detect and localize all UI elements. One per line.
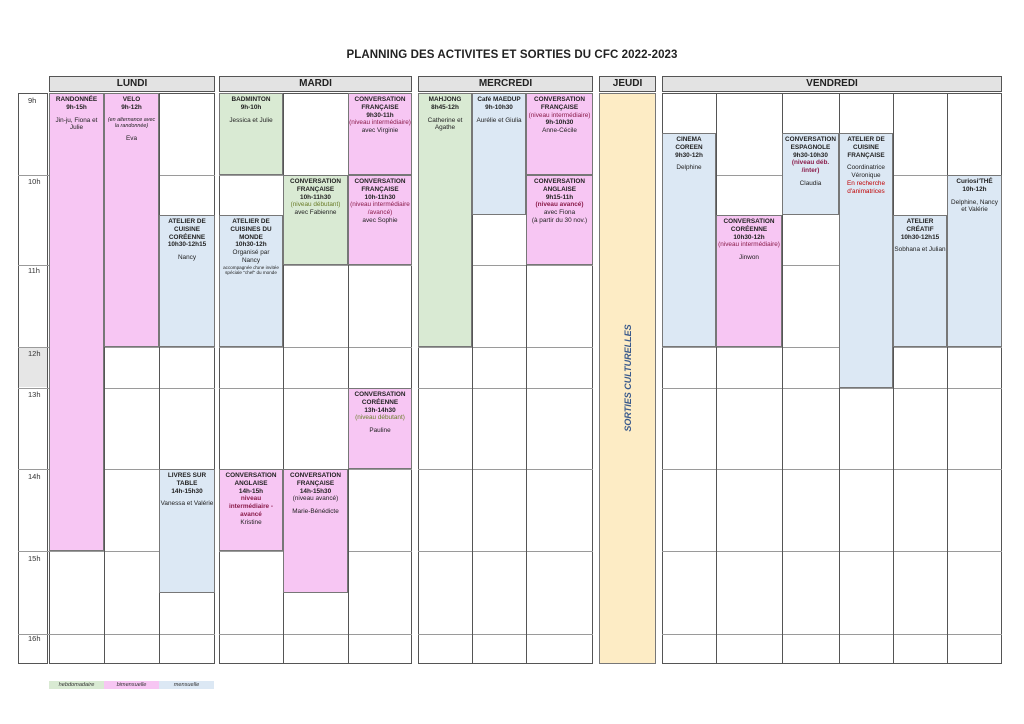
hour-gridline — [662, 634, 1002, 635]
event-atelier-cuisine-coreenne[interactable]: ATELIER DE CUISINE CORÉENNE 10h30-12h15 Nancy — [159, 215, 215, 347]
event-conversation-francaise-intermediaire[interactable]: CONVERSATION FRANÇAISE 9h30-11h (niveau intermédiaire) avec Virginie — [348, 93, 412, 175]
event-conversation-anglaise-mercredi[interactable]: CONVERSATION ANGLAISE 9h15-11h (niveau avancé) avec Fiona (à partir du 30 nov.) — [526, 175, 593, 265]
hour-gridline — [418, 469, 593, 470]
hour-label: 12h — [28, 349, 41, 358]
event-mahjong[interactable]: MAHJONG 8h45-12h Catherine et Agathe — [418, 93, 472, 347]
day-header-vendredi: VENDREDI — [662, 76, 1002, 92]
hour-gridline — [18, 388, 49, 389]
sorties-culturelles-label: SORTIES CULTURELLES — [623, 324, 633, 432]
hour-label: 16h — [28, 634, 41, 643]
event-conversation-francaise-debutant[interactable]: CONVERSATION FRANÇAISE 10h-11h30 (niveau débutant) avec Fabienne — [283, 175, 348, 265]
hour-gridline — [219, 634, 412, 635]
day-header-jeudi: JEUDI — [599, 76, 656, 92]
hour-gridline — [662, 469, 1002, 470]
hour-gridline — [662, 551, 1002, 552]
hour-label: 10h — [28, 177, 41, 186]
hour-gridline — [418, 347, 593, 348]
event-randonnee[interactable]: RANDONNÉE 9h-15h Jin-ju, Fiona et Julie — [49, 93, 104, 551]
page-title: PLANNING DES ACTIVITES ET SORTIES DU CFC 2022-2023 — [346, 49, 678, 61]
event-cafe-maedup[interactable]: Café MAEDUP 9h-10h30 Aurélie et Giulia — [472, 93, 526, 215]
hour-gridline — [49, 634, 215, 635]
event-badminton[interactable]: BADMINTON 9h-10h Jessica et Julie — [219, 93, 283, 175]
sub-column-divider — [716, 93, 717, 664]
day-header-mercredi: MERCREDI — [418, 76, 593, 92]
event-atelier-cuisines-du-monde[interactable]: ATELIER DE CUISINES DU MONDE 10h30-12h Organisé par Nancy accompagnée d'une invitée spéciale "chef" du monde — [219, 215, 283, 347]
hour-gridline — [418, 551, 593, 552]
hour-gridline — [418, 634, 593, 635]
legend-biweekly: bimensuelle — [104, 681, 159, 689]
day-header-mardi: MARDI — [219, 76, 412, 92]
hour-gridline — [18, 634, 49, 635]
event-atelier-cuisine-francaise[interactable]: ATELIER DE CUISINE FRANÇAISE Coordinatrice Véronique En recherche d'animatrices — [839, 133, 893, 388]
day-header-lundi: LUNDI — [49, 76, 215, 92]
event-conversation-francaise-avance[interactable]: CONVERSATION FRANÇAISE 10h-11h30 (niveau intermédiaire /avancé) avec Sophie — [348, 175, 412, 265]
hour-gridline — [662, 388, 1002, 389]
event-cinema-coreen[interactable]: CINEMA COREEN 9h30-12h Delphine — [662, 133, 716, 347]
hour-gridline — [662, 347, 1002, 348]
hour-gridline — [18, 469, 49, 470]
event-conversation-francaise-mercredi[interactable]: CONVERSATION FRANÇAISE (niveau intermédiaire) 9h-10h30 Anne-Cécile — [526, 93, 593, 175]
event-conversation-coreenne-vendredi[interactable]: CONVERSATION CORÉENNE 10h30-12h (niveau intermédiaire) Jinwon — [716, 215, 782, 347]
sub-column-divider — [893, 93, 894, 664]
hour-label: 15h — [28, 554, 41, 563]
hour-gridline — [18, 347, 49, 348]
hour-gridline — [418, 388, 593, 389]
legend-monthly: mensuelle — [159, 681, 214, 689]
hour-gridline — [219, 347, 412, 348]
event-livres-sur-table[interactable]: LIVRES SUR TABLE 14h-15h30 Vanessa et Valérie — [159, 469, 215, 593]
event-conversation-francaise-avance-apres-midi[interactable]: CONVERSATION FRANÇAISE 14h-15h30 (niveau avancé) Marie-Bénédicte — [283, 469, 348, 593]
hour-gridline — [18, 265, 49, 266]
hour-label: 9h — [28, 96, 37, 105]
hour-label: 13h — [28, 390, 41, 399]
hour-label: 11h — [28, 266, 40, 275]
hour-label: 14h — [28, 472, 41, 481]
event-curiosithe[interactable]: Curiosi'THÉ 10h-12h Delphine, Nancy et Valérie — [947, 175, 1002, 347]
event-conversation-espagnole[interactable]: CONVERSATION ESPAGNOLE 9h30-10h30 (niveau déb. /inter) Claudia — [782, 133, 839, 215]
event-atelier-creatif[interactable]: ATELIER CRÉATIF 10h30-12h15 Sobhana et Julian — [893, 215, 947, 347]
hour-gridline — [18, 551, 49, 552]
legend-weekly: hebdomadaire — [49, 681, 104, 689]
hour-gridline — [18, 175, 49, 176]
event-conversation-anglaise-mardi[interactable]: CONVERSATION ANGLAISE 14h-15h niveau intermédiaire -avancé Kristine — [219, 469, 283, 551]
event-velo[interactable]: VELO 9h-12h (en alternance avec la randonnée) Eva — [104, 93, 159, 347]
event-conversation-coreenne-debutant[interactable]: CONVERSATION CORÉENNE 13h-14h30 (niveau débutant) Pauline — [348, 388, 412, 469]
